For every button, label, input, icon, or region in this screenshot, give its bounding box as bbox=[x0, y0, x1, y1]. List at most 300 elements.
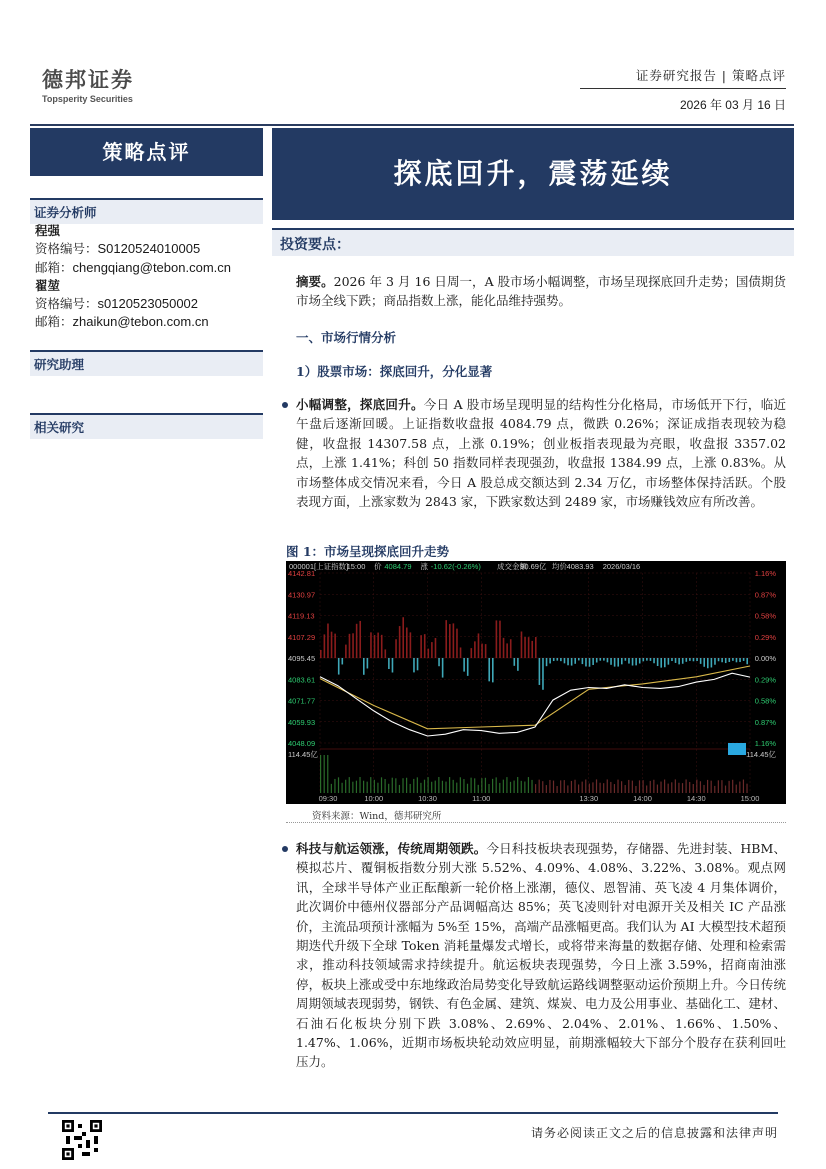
breadth-bar-down bbox=[417, 658, 419, 670]
breadth-bar-up bbox=[460, 647, 462, 658]
breadth-bar-down bbox=[729, 658, 731, 662]
breadth-bar-down bbox=[682, 658, 684, 664]
volume-bar bbox=[431, 782, 432, 793]
intraday-chart bbox=[286, 561, 786, 804]
sector-paragraph bbox=[296, 839, 786, 1072]
volume-bar bbox=[664, 780, 665, 793]
volume-bar bbox=[743, 780, 744, 793]
breadth-bar-up bbox=[449, 624, 451, 658]
paragraph-lead: 小幅调整，探底回升。 bbox=[296, 397, 424, 412]
volume-bar bbox=[410, 784, 411, 793]
volume-bar bbox=[381, 777, 382, 793]
breadth-bar-down bbox=[571, 658, 573, 666]
analyst-section-title: 证券分析师 bbox=[30, 198, 263, 224]
volume-bar bbox=[614, 784, 615, 793]
paragraph-lead: 科技与航运领涨，传统周期领跌。 bbox=[296, 841, 487, 856]
volume-bar bbox=[693, 784, 694, 793]
cert-number: s0120523050002 bbox=[97, 296, 199, 311]
volume-bar bbox=[456, 783, 457, 793]
qr-code bbox=[62, 1120, 102, 1160]
y-tick-label-right: 1.16% bbox=[754, 569, 776, 578]
volume-bar bbox=[467, 784, 468, 793]
volume-bar bbox=[524, 782, 525, 793]
breadth-bar-up bbox=[445, 620, 447, 658]
report-title: 探底回升，震荡延续 bbox=[272, 128, 794, 220]
y-tick-label-right: 0.29% bbox=[754, 632, 776, 642]
x-tick-label: 14:00 bbox=[633, 794, 652, 803]
breadth-bar-up bbox=[352, 633, 354, 658]
volume-bar bbox=[449, 777, 450, 793]
breadth-bar-down bbox=[438, 658, 440, 666]
volume-bar bbox=[668, 784, 669, 793]
breadth-bar-down bbox=[689, 658, 691, 661]
volume-bar bbox=[413, 779, 414, 793]
breadth-bar-down bbox=[746, 658, 748, 664]
volume-bar bbox=[736, 785, 737, 793]
volume-bar bbox=[492, 779, 493, 793]
chart-header-item: 15:00 bbox=[346, 562, 366, 571]
volume-bar bbox=[703, 785, 704, 793]
volume-bar bbox=[571, 781, 572, 793]
breadth-bar-down bbox=[589, 658, 591, 667]
breadth-bar-down bbox=[463, 658, 465, 672]
volume-bar bbox=[650, 781, 651, 793]
breadth-bar-down bbox=[367, 658, 369, 668]
breadth-bar-down bbox=[718, 658, 720, 661]
volume-bar bbox=[596, 779, 597, 793]
volume-bar bbox=[474, 778, 475, 793]
breadth-bar-down bbox=[488, 658, 490, 681]
breadth-bar-up bbox=[402, 617, 404, 658]
chart-svg bbox=[286, 561, 786, 804]
breadth-bar-down bbox=[603, 658, 605, 661]
volume-bar bbox=[471, 778, 472, 793]
y-tick-label-right: 0.00% bbox=[754, 654, 776, 663]
breadth-bar-up bbox=[431, 642, 433, 658]
breadth-bar-up bbox=[381, 635, 383, 658]
volume-bar bbox=[460, 777, 461, 793]
volume-bar bbox=[560, 780, 561, 793]
y-tick-label: 4142.81 bbox=[288, 569, 316, 578]
breadth-bar-down bbox=[342, 658, 344, 664]
volume-bar bbox=[635, 786, 636, 793]
volume-bar bbox=[367, 782, 368, 793]
breadth-bar-up bbox=[424, 634, 426, 658]
breadth-bar-down bbox=[338, 658, 340, 675]
chart-header-item: 均价 bbox=[552, 562, 567, 571]
breadth-bar-up bbox=[334, 634, 336, 658]
volume-bar bbox=[700, 781, 701, 793]
breadth-bar-up bbox=[481, 644, 483, 658]
cursor-marker bbox=[728, 743, 746, 755]
breadth-bar-down bbox=[700, 658, 702, 664]
breadth-bar-down bbox=[696, 658, 698, 661]
price-line bbox=[320, 673, 750, 736]
analyst-name: 程强 bbox=[35, 223, 61, 238]
x-tick-label: 10:00 bbox=[364, 794, 384, 803]
volume-bar bbox=[660, 782, 661, 793]
volume-bar bbox=[678, 783, 679, 793]
breadth-bar-down bbox=[739, 658, 741, 662]
volume-bar bbox=[542, 781, 543, 793]
volume-bar bbox=[639, 780, 640, 793]
breadth-bar-down bbox=[492, 658, 494, 682]
volume-bar bbox=[682, 783, 683, 793]
key-points-bar bbox=[272, 228, 794, 256]
volume-bar bbox=[718, 780, 719, 793]
breadth-bar-up bbox=[385, 649, 387, 658]
chart-header-item: 2026/03/16 bbox=[602, 562, 641, 571]
volume-bar bbox=[574, 780, 575, 793]
volume-bar bbox=[342, 783, 343, 793]
volume-bar bbox=[402, 778, 403, 793]
x-tick-label: 15:00 bbox=[740, 794, 760, 803]
chart-header-item: 90.69亿 bbox=[520, 562, 547, 571]
volume-bar bbox=[521, 781, 522, 793]
breadth-bar-up bbox=[453, 623, 455, 658]
y-tick-label-right: 0.87% bbox=[754, 717, 776, 727]
volume-bar bbox=[528, 777, 529, 793]
breadth-bar-down bbox=[388, 658, 390, 669]
breadth-bar-up bbox=[377, 633, 379, 658]
breadth-bar-down bbox=[703, 658, 705, 667]
volume-bar bbox=[607, 779, 608, 793]
breadth-bar-down bbox=[686, 658, 688, 662]
volume-bar bbox=[531, 780, 532, 793]
breadth-bar-up bbox=[535, 637, 537, 658]
volume-bar bbox=[610, 782, 611, 793]
volume-bar bbox=[653, 780, 654, 793]
volume-bar bbox=[714, 786, 715, 793]
breadth-bar-down bbox=[743, 658, 745, 661]
volume-bar bbox=[600, 783, 601, 793]
breadth-bar-up bbox=[496, 620, 498, 658]
company-logo bbox=[42, 68, 134, 104]
breadth-bar-down bbox=[592, 658, 594, 665]
breadth-bar-down bbox=[514, 658, 516, 666]
volume-bar bbox=[592, 782, 593, 793]
breadth-bar-down bbox=[363, 658, 365, 675]
breadth-bar-down bbox=[625, 658, 627, 661]
y-tick-label-right: 0.87% bbox=[754, 590, 776, 600]
breadth-bar-down bbox=[517, 658, 519, 671]
email-link[interactable]: chengqiang@tebon.com.cn bbox=[72, 260, 231, 275]
email-link[interactable]: zhaikun@tebon.com.cn bbox=[72, 314, 209, 329]
cert-label: 资格编号： bbox=[35, 296, 98, 311]
paragraph-text: 今日科技板块表现强势，存储器、先进封装、HBM、模拟芯片、覆铜板指数分别大涨 5.52%、4.09%、4.08%、3.22%、3.08%。观点网讯，全球半导体产业正酝酿新一轮价格上涨潮，德仪、恩智浦、英飞凌 4 月集体调价，此次调价中德州仪器部分产品调幅高达 85%；英飞凌则针对电源开关及相关 IC 产品涨价，主流品项预计涨幅为 5%至 15%，高端产品涨幅更高。我们认为 AI 大模型技术超预期迭代升级下全球 Token 消耗量爆发式增长，或将带来海量的数据存储、处理和检索需求，推动科技领域需求持续提升。航运板块表现强势，今日上涨 3.59%，招商南油涨停，板块上涨或受中东地缘政治局势变化导致航运路线调整驱动运价预期上升。今日传统周期领域表现弱势，钢铁、有色金属、建筑、煤炭、电力及公用事业、基础化工、建材、石油石化板块分别下跌 3.08%、2.69%、2.04%、2.01%、1.66%、1.50%、1.47%、1.06%，近期市场板块轮动效应明显，前期涨幅较大下部分个股存在获利回吐压力。 bbox=[296, 841, 786, 1070]
x-tick-label: 09:30 bbox=[318, 794, 338, 803]
top-divider bbox=[30, 124, 794, 126]
breadth-bar-down bbox=[596, 658, 598, 663]
breadth-bar-down bbox=[736, 658, 738, 662]
volume-bar bbox=[506, 777, 507, 793]
breadth-bar-down bbox=[413, 658, 415, 672]
breadth-bar-down bbox=[467, 658, 469, 676]
volume-bar bbox=[363, 781, 364, 793]
breadth-bar-up bbox=[528, 637, 530, 658]
breadth-bar-up bbox=[478, 633, 480, 658]
breadth-bar-up bbox=[428, 649, 430, 658]
breadth-bar-down bbox=[732, 658, 734, 661]
breadth-bar-up bbox=[474, 641, 476, 658]
breadth-bar-down bbox=[614, 658, 616, 667]
volume-bar bbox=[359, 777, 360, 793]
volume-bar bbox=[549, 780, 550, 793]
breadth-bar-down bbox=[564, 658, 566, 663]
volume-bar bbox=[435, 781, 436, 793]
volume-bar bbox=[732, 780, 733, 793]
summary-paragraph bbox=[296, 272, 786, 311]
volume-bar bbox=[428, 777, 429, 793]
breadth-bar-down bbox=[693, 658, 695, 661]
breadth-bar-down bbox=[567, 658, 569, 665]
breadth-bar-down bbox=[549, 658, 551, 663]
cert-label: 资格编号： bbox=[35, 241, 98, 256]
volume-bar bbox=[557, 786, 558, 793]
volume-bar bbox=[675, 779, 676, 793]
analyst-cert bbox=[35, 295, 198, 313]
breadth-bar-down bbox=[392, 658, 394, 672]
volume-bar bbox=[499, 783, 500, 793]
volume-bar bbox=[621, 781, 622, 793]
volume-bar bbox=[356, 781, 357, 793]
analyst-email bbox=[35, 313, 209, 331]
report-date: 2026 年 03 月 16 日 bbox=[679, 98, 786, 112]
breadth-bar-down bbox=[643, 658, 645, 661]
volume-bar bbox=[388, 784, 389, 793]
breadth-bar-down bbox=[628, 658, 630, 664]
volume-bar bbox=[689, 782, 690, 793]
volume-bar bbox=[729, 781, 730, 793]
logo-en: Topsperity Securities bbox=[42, 94, 133, 104]
breadth-bar-up bbox=[320, 650, 322, 658]
breadth-bar-down bbox=[574, 658, 576, 664]
y-tick-label: 4095.45 bbox=[288, 654, 316, 663]
volume-bar bbox=[420, 783, 421, 793]
breadth-bar-up bbox=[506, 643, 508, 658]
paragraph-text: 今日 A 股市场呈现明显的结构性分化格局，市场低开下行，临近午盘后逐渐回暖。上证指数收盘报 4084.79 点，微跌 0.26%；深证成指表现较为稳健，收盘报 14307.58 点，上涨 0.19%；创业板指表现最为亮眼，收盘报 3357.02 点，上涨 1.41%；科创 50 指数同样表现强劲，收盘报 1384.99 点，上涨 0.83%。从市场整体成交情况来看，今日 A 股总成交额达到 2.34 万亿，市场整体保持活跃。个股表现方面，上涨家数为 2843 家，下跌家数达到 2489 家，市场赚钱效应有所改善。 bbox=[296, 397, 786, 510]
volume-bar bbox=[671, 782, 672, 793]
volume-bar bbox=[338, 777, 339, 793]
breadth-bar-down bbox=[553, 658, 555, 661]
volume-bar bbox=[385, 779, 386, 793]
volume-bar bbox=[696, 780, 697, 793]
volume-bar bbox=[395, 778, 396, 793]
y-tick-label-right: 0.58% bbox=[754, 696, 776, 706]
volume-bar bbox=[445, 782, 446, 793]
breadth-bar-up bbox=[531, 641, 533, 658]
volume-bar bbox=[707, 780, 708, 793]
key-points-title: 投资要点： bbox=[280, 237, 350, 253]
y-tick-label-right: 0.58% bbox=[754, 611, 776, 621]
volume-bar bbox=[553, 781, 554, 793]
chart-header-item: 4083.93 bbox=[566, 562, 594, 571]
y-tick-label: 4119.13 bbox=[288, 611, 315, 621]
volume-bar bbox=[442, 781, 443, 793]
breadth-bar-down bbox=[664, 658, 666, 667]
breadth-bar-down bbox=[675, 658, 677, 663]
chart-header-item: 4084.79 bbox=[384, 562, 412, 571]
volume-bar bbox=[546, 785, 547, 793]
y-tick-label-right: 0.29% bbox=[754, 675, 776, 685]
volume-bar bbox=[725, 786, 726, 793]
breadth-bar-down bbox=[542, 658, 544, 690]
breadth-bar-up bbox=[359, 621, 361, 658]
breadth-bar-up bbox=[349, 634, 351, 658]
breadth-bar-down bbox=[442, 658, 444, 678]
x-tick-label: 10:30 bbox=[418, 794, 437, 803]
breadth-bar-down bbox=[578, 658, 580, 660]
breadth-bar-up bbox=[435, 638, 437, 658]
volume-bar bbox=[481, 778, 482, 793]
x-tick-label: 13:30 bbox=[579, 794, 599, 803]
breadth-bar-down bbox=[707, 658, 709, 668]
breadth-bar-up bbox=[345, 645, 347, 658]
breadth-bar-up bbox=[356, 624, 358, 658]
chart-header-item: -10.62(-0.26%) bbox=[430, 562, 481, 571]
volume-bar bbox=[535, 784, 536, 793]
bullet-dot bbox=[282, 402, 288, 408]
breadth-bar-up bbox=[331, 632, 333, 658]
volume-bar bbox=[617, 780, 618, 793]
related-section-title: 相关研究 bbox=[30, 413, 263, 439]
volume-bar bbox=[585, 780, 586, 793]
breadth-bar-down bbox=[617, 658, 619, 667]
volume-bar bbox=[392, 778, 393, 793]
breadth-bar-down bbox=[639, 658, 641, 664]
y-tick-label: 4083.61 bbox=[288, 675, 316, 685]
breadth-bar-up bbox=[510, 639, 512, 658]
breadth-bar-down bbox=[646, 658, 648, 661]
summary-text: 2026 年 3 月 16 日周一，A 股市场小幅调整，市场呈现探底回升走势；国债期货市场全线下跌；商品指数上涨，能化品维持强势。 bbox=[296, 274, 786, 309]
volume-bar bbox=[324, 755, 325, 793]
volume-bar bbox=[370, 777, 371, 793]
y-tick-label: 4071.77 bbox=[288, 696, 316, 706]
volume-bar bbox=[628, 780, 629, 793]
summary-lead: 摘要。 bbox=[296, 274, 334, 289]
volume-bar bbox=[377, 783, 378, 793]
market-paragraph bbox=[296, 395, 786, 511]
x-tick-label: 11:00 bbox=[472, 794, 491, 803]
volume-bar bbox=[746, 784, 747, 793]
report-type: 证券研究报告 | 策略点评 bbox=[635, 68, 786, 83]
breadth-bar-up bbox=[521, 631, 523, 658]
breadth-bar-up bbox=[406, 628, 408, 658]
email-label: 邮箱： bbox=[35, 260, 73, 275]
footer-disclaimer: 请务必阅读正文之后的信息披露和法律声明 bbox=[530, 1126, 778, 1140]
breadth-bar-down bbox=[546, 658, 548, 666]
section-heading: 一、市场行情分析 bbox=[296, 330, 397, 345]
volume-bar bbox=[503, 780, 504, 793]
category-banner: 策略点评 bbox=[30, 128, 263, 176]
breadth-bar-down bbox=[621, 658, 623, 664]
breadth-bar-up bbox=[399, 626, 401, 658]
breadth-bar-down bbox=[660, 658, 662, 668]
volume-bar bbox=[657, 785, 658, 793]
breadth-bar-down bbox=[600, 658, 602, 661]
volume-bar bbox=[406, 778, 407, 793]
volume-bar bbox=[603, 783, 604, 793]
breadth-bar-up bbox=[499, 621, 501, 658]
breadth-bar-down bbox=[725, 658, 727, 663]
volume-bar bbox=[438, 777, 439, 793]
breadth-bar-down bbox=[557, 658, 559, 661]
breadth-bar-up bbox=[420, 635, 422, 658]
breadth-bar-down bbox=[714, 658, 716, 665]
volume-bar bbox=[582, 782, 583, 793]
figure-divider bbox=[286, 822, 786, 823]
volume-bar bbox=[334, 779, 335, 793]
logo-cn: 德邦证券 bbox=[42, 68, 134, 92]
y-tick-label: 4059.93 bbox=[288, 717, 316, 727]
volume-bar bbox=[539, 780, 540, 793]
y-tick-label: 4048.09 bbox=[288, 739, 316, 748]
breadth-bar-up bbox=[456, 629, 458, 658]
breadth-bar-down bbox=[560, 658, 562, 661]
chart-header-item: 000001[上证指数] bbox=[289, 562, 349, 571]
x-tick-label: 14:30 bbox=[686, 794, 706, 803]
header-divider bbox=[580, 88, 786, 89]
breadth-bar-down bbox=[671, 658, 673, 661]
volume-bar bbox=[417, 777, 418, 793]
volume-bar bbox=[517, 777, 518, 793]
analyst-email bbox=[35, 259, 231, 277]
breadth-bar-down bbox=[539, 658, 541, 685]
chart-header-item: 涨 bbox=[420, 562, 428, 571]
breadth-bar-down bbox=[635, 658, 637, 665]
breadth-bar-down bbox=[582, 658, 584, 664]
volume-bar bbox=[399, 785, 400, 793]
breadth-bar-down bbox=[721, 658, 723, 662]
volume-bar bbox=[478, 785, 479, 793]
volume-bar bbox=[567, 785, 568, 793]
breadth-bar-up bbox=[374, 635, 376, 658]
breadth-bar-down bbox=[607, 658, 609, 662]
average-line bbox=[320, 666, 750, 729]
chart-header-item: 成交金额 bbox=[497, 562, 527, 571]
subsection-heading: 1）股票市场：探底回升，分化显著 bbox=[296, 364, 493, 379]
breadth-bar-up bbox=[410, 632, 412, 658]
volume-bar bbox=[514, 781, 515, 793]
volume-bar bbox=[589, 784, 590, 793]
footer-divider bbox=[48, 1112, 778, 1114]
figure-source: 资料来源：Wind，德邦研究所 bbox=[312, 811, 442, 822]
volume-bar bbox=[632, 781, 633, 793]
volume-bar bbox=[739, 782, 740, 793]
cert-number: S0120524010005 bbox=[97, 241, 201, 256]
volume-label-right: 114.45亿 bbox=[746, 750, 776, 759]
breadth-bar-up bbox=[327, 624, 329, 658]
breadth-bar-up bbox=[485, 644, 487, 658]
volume-bar bbox=[496, 777, 497, 793]
volume-bar bbox=[488, 784, 489, 793]
volume-bar bbox=[349, 777, 350, 793]
volume-bar bbox=[320, 755, 321, 793]
volume-bar bbox=[345, 780, 346, 793]
volume-bar bbox=[424, 780, 425, 793]
breadth-bar-down bbox=[711, 658, 713, 667]
breadth-bar-down bbox=[678, 658, 680, 664]
volume-bar bbox=[646, 785, 647, 793]
volume-label: 114.45亿 bbox=[288, 750, 318, 759]
volume-bar bbox=[327, 755, 328, 793]
breadth-bar-up bbox=[524, 637, 526, 658]
volume-bar bbox=[564, 780, 565, 793]
email-label: 邮箱： bbox=[35, 314, 73, 329]
volume-bar bbox=[721, 780, 722, 793]
volume-bar bbox=[352, 782, 353, 793]
breadth-bar-up bbox=[471, 648, 473, 658]
